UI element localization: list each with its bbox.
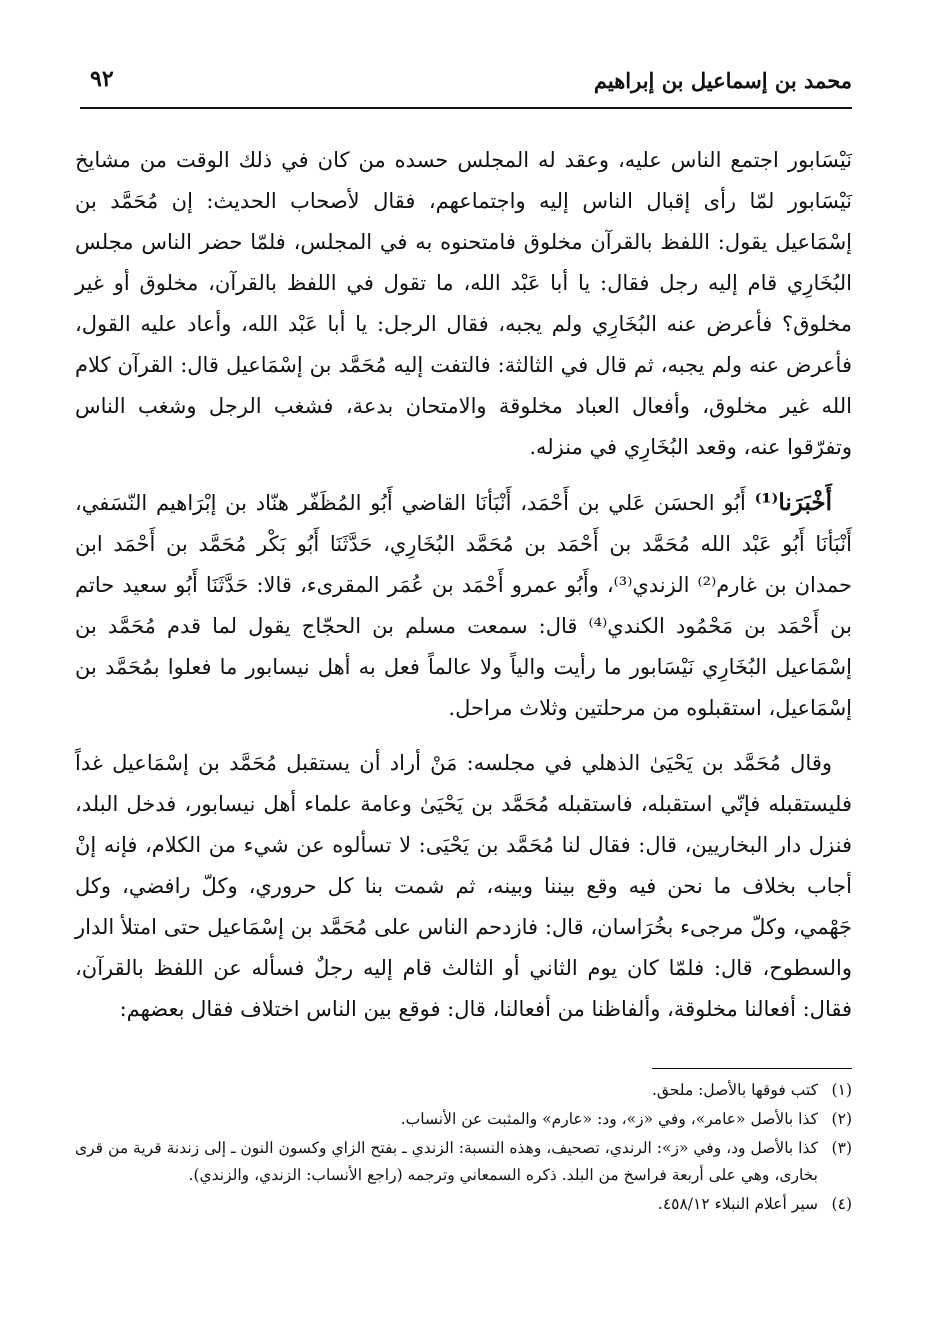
paragraph-2-lead: أَخْبَرَنا⁽¹⁾ [754, 489, 832, 516]
paragraph-3 [75, 743, 852, 1030]
footnote-3 [75, 1135, 852, 1189]
footnote-2 [75, 1106, 852, 1133]
footnote-4 [75, 1191, 852, 1218]
paragraph-2 [75, 482, 852, 729]
footnote-number: (٤) [831, 1195, 852, 1213]
paragraph-2-text: أَبُو الحسَن عَلي بن أَحْمَد، أَنْبَأنَا القاضي أَبُو المُظَفّر هنّاد بن إبْرَاهيم النّسَفي، أَنْبَأنَا أَبُو عَبْد الله مُحَمَّد بن أَحْمَد بن مُحَمَّد البُخَارِي، حَدَّثَنَا أَبُو بَكْر مُحَمَّد بن أَحْمَد ابن حمدان بن غارم⁽²⁾ الزندي⁽³⁾، وأَبُو عمرو أَحْمَد بن عُمَر المقرىء، قالا: حَدَّثَنَا أَبُو سعيد حاتم بن أَحْمَد بن مَحْمُود الكندي⁽⁴⁾ قال: سمعت مسلم بن الحجّاج يقول لما قدم مُحَمَّد بن إسْمَاعيل البُخَارِي نَيْسَابور ما رأيت والياً ولا عالماً فعل به أهل نيسابور ما فعلوا بمُحَمَّد بن إسْمَاعيل، استقبلوه من مرحلتين وثلاث مراحل. [75, 491, 852, 720]
paragraph-1-text: نَيْسَابور اجتمع الناس عليه، وعقد له المجلس حسده من كان في ذلك الوقت من مشايخ نَيْسَابور لمّا رأى إقبال الناس إليه واجتماعهم، فقال لأصحاب الحديث: إن مُحَمَّد بن إسْمَاعيل يقول: اللفظ بالقرآن مخلوق فامتحنوه به في المجلس، فلمّا حضر الناس مجلس البُخَارِي قام إليه رجل فقال: يا أبا عَبْد الله، ما تقول في اللفظ بالقرآن، مخلوق أو غير مخلوق؟ فأعرض عنه البُخَارِي ولم يجبه، فقال الرجل: يا أبا عَبْد الله، وأعاد عليه القول، فأعرض عنه ولم يجبه، ثم قال في الثالثة: فالتفت إليه مُحَمَّد بن إسْمَاعيل قال: القرآن كلام الله غير مخلوق، وأفعال العباد مخلوقة والامتحان بدعة، فشغب الرجل وشغب الناس وتفرّقوا عنه، وقعد البُخَارِي في منزله. [75, 148, 852, 459]
footnote-text: كذا بالأصل ود، وفي «ز»: الرندي، تصحيف، وهذه النسبة: الزندي ـ بفتح الزاي وكسون النون ـ إلى زندنة قرية من قرى بخارى، وهي على أربعة فراسخ من البلد. ذكره السمعاني وترجمه (راجع الأنساب: الزندي، والزندي). [75, 1139, 818, 1184]
paragraph-3-text: وقال مُحَمَّد بن يَحْيَىٰ الذهلي في مجلسه: مَنْ أراد أن يستقبل مُحَمَّد بن إسْمَاعيل غداً فليستقبله فإنّي استقبله، فاستقبله مُحَمَّد بن يَحْيَىٰ وعامة علماء أهل نيسابور، فدخل البلد، فنزل دار البخاريين، قال: فقال لنا مُحَمَّد بن يَحْيَى: لا تسألوه عن شيء من الكلام، فإنه إنْ أجاب بخلاف ما نحن فيه وقع بيننا وبينه، ثم شمت بنا كل حروري، وكلّ رافضي، وكل جَهْمي، وكلّ مرجىء بخُرَاسان، قال: فازدحم الناس على مُحَمَّد بن إسْمَاعيل حتى امتلأ الدار والسطوح، قال: فلمّا كان يوم الثاني أو الثالث قام إليه رجلٌ فسأله عن اللفظ بالقرآن، فقال: أفعالنا مخلوقة، وألفاظنا من أفعالنا، قال: فوقع بين الناس اختلاف فقال بعضهم: [75, 751, 852, 1021]
footnote-text: كتب فوقها بالأصل: ملحق. [651, 1081, 818, 1099]
page-header [90, 60, 852, 106]
paragraph-1 [75, 140, 852, 468]
footnotes [75, 1077, 852, 1220]
footnote-text: كذا بالأصل «عامر»، وفي «ز»، ود: «عارم» والمثبت عن الأنساب. [400, 1110, 818, 1128]
footnote-number: (٢) [831, 1110, 852, 1128]
footnote-rule [652, 1068, 852, 1069]
footnote-number: (٣) [831, 1139, 852, 1157]
footnote-1 [75, 1077, 852, 1104]
page-number: ٩٢ [90, 66, 114, 92]
header-rule [80, 107, 852, 109]
footnote-number: (١) [831, 1081, 852, 1099]
running-title: محمد بن إسماعيل بن إبراهيم [593, 68, 852, 93]
footnote-text: سير أعلام النبلاء ٤٥٨/١٢. [657, 1195, 818, 1213]
main-text [75, 140, 852, 1030]
